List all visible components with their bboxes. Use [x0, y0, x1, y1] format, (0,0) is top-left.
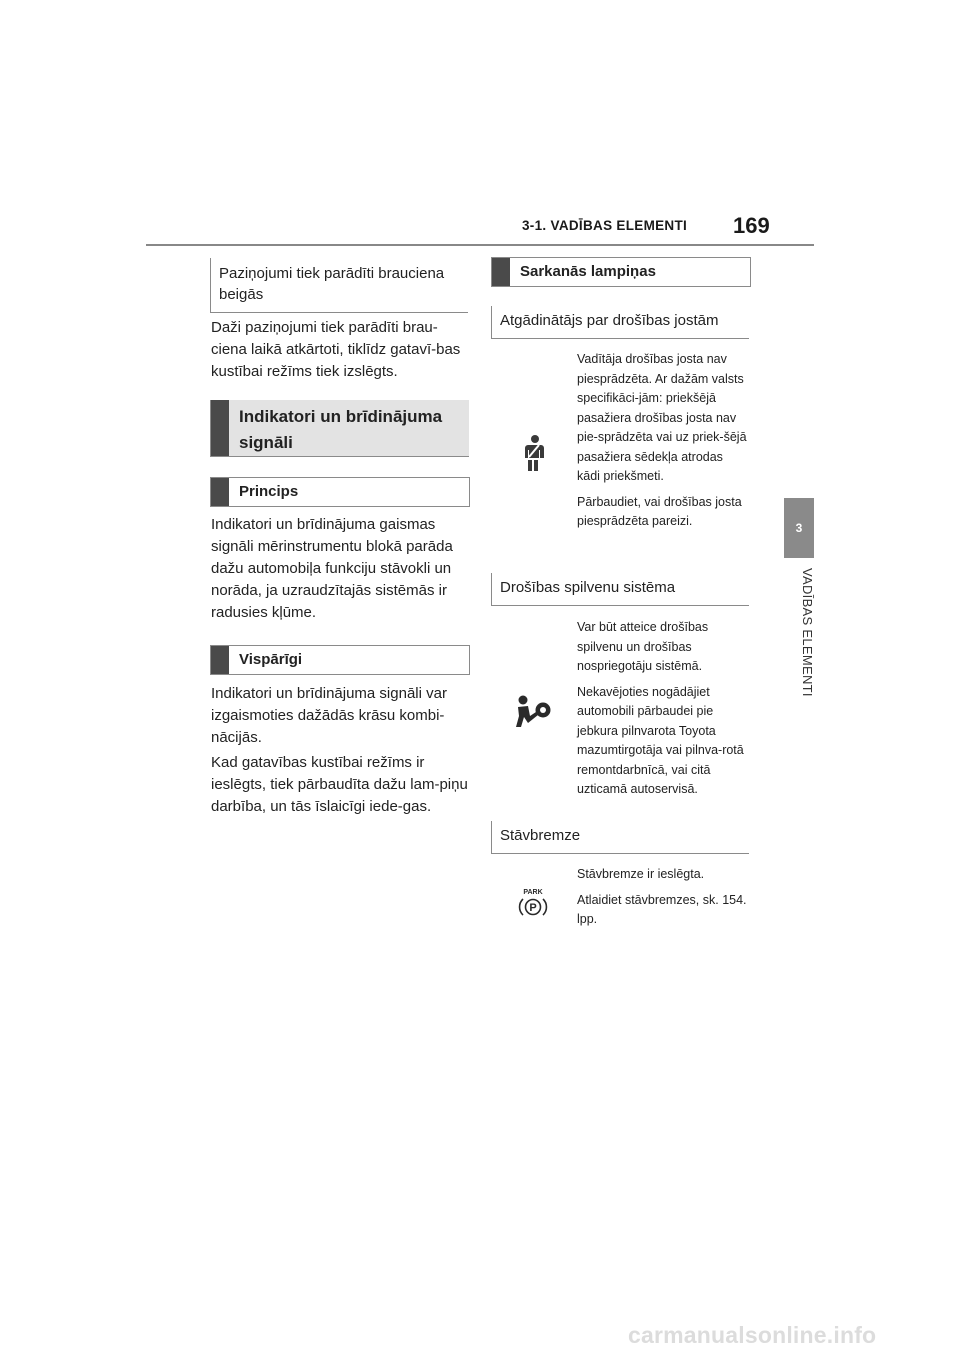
row-line: Nekavējoties nogādājiet automobili pārbaudei pie jebkura pilnvarota Toyota mazumtirgotāja vai pilnva-rotā remontdarbnīcā, vai citā uzticamā autoservisā.	[577, 684, 744, 796]
row-line: Var būt atteice drošības spilvenu un drošības nospriegotāju sistēmā.	[577, 620, 709, 673]
page-number: 169	[733, 213, 770, 238]
park-letter: P	[529, 902, 537, 914]
row-text-seatbelt	[577, 350, 749, 538]
row-title-airbag-text: Drošības spilvenu sistēma	[500, 579, 676, 596]
row-title-parking-brake	[491, 821, 749, 854]
row-line: Stāvbremze ir ieslēgta.	[577, 867, 705, 881]
notice-box	[210, 258, 468, 313]
subheading-general-text: Vispārīgi	[239, 651, 303, 668]
subheading-bar	[211, 646, 229, 674]
parking-brake-icon	[517, 886, 549, 918]
paragraph-messages: Daži paziņojumi tiek parādīti brau-ciena laikā atkārtoti, tiklīdz gatavī-bas kustībai režīms tiek izslēgts.	[211, 319, 461, 380]
airbag-icon	[514, 694, 552, 730]
heading-bar	[211, 400, 229, 456]
seatbelt-icon	[520, 434, 546, 472]
row-title-airbag	[491, 573, 749, 606]
row-line: Atlaidiet stāvbremzes, sk. 154. lpp.	[577, 892, 747, 926]
section-heading-indicators	[210, 400, 469, 457]
header-rule	[146, 244, 814, 246]
row-line: Pārbaudiet, vai drošības josta piesprādzēta pareizi.	[577, 494, 742, 528]
row-title-parking-brake-text: Stāvbremze	[500, 827, 581, 844]
subheading-principle-text: Princips	[239, 483, 299, 500]
row-title-seatbelt-text: Atgādinātājs par drošības jostām	[500, 312, 719, 329]
subheading-bar	[211, 478, 229, 506]
row-line: Vadītāja drošības josta nav piesprādzēta. Ar dažām valsts specifikāci-jām: priekšējā pasažiera drošības josta nav pie-sprādzēta vai uz priek-šējā pasažiera sēdekļa atrodas kādi priekšmeti.	[577, 352, 747, 483]
paragraph-principle: Indikatori un brīdinājuma gaismas signāli mērinstrumentu blokā parāda dažu automobiļa funkciju stāvokli un norāda, ja uzraudzītajās sistēmās ir radusies kļūme.	[211, 516, 453, 621]
subheading-general	[210, 645, 470, 675]
row-text-parking-brake	[577, 865, 749, 936]
chapter-title-vertical: VADĪBAS ELEMENTI	[800, 568, 815, 697]
notice-box-text: Paziņojumi tiek parādīti brauciena beigās	[219, 265, 445, 303]
section-heading-text: Indikatori un brīdinājuma signāli	[239, 407, 443, 452]
chapter-number-tab: 3	[784, 498, 814, 558]
paragraph-general-2: Kad gatavības kustībai režīms ir ieslēgts, tiek pārbaudīta dažu lam-piņu darbība, un tās īslaicīgi iede-gas.	[211, 754, 468, 815]
subheading-red-lamps	[491, 257, 751, 287]
section-title: 3-1. VADĪBAS ELEMENTI	[522, 218, 688, 233]
row-text-airbag	[577, 618, 749, 806]
subheading-red-lamps-text: Sarkanās lampiņas	[520, 263, 656, 280]
subheading-principle	[210, 477, 470, 507]
paragraph-general-1: Indikatori un brīdinājuma signāli var izgaismoties dažādās krāsu kombi-nācijās.	[211, 685, 447, 746]
park-label: PARK	[523, 889, 543, 896]
watermark-text: carmanualsonline.info	[628, 1322, 877, 1348]
subheading-bar	[492, 258, 510, 286]
row-title-seatbelt	[491, 306, 749, 339]
